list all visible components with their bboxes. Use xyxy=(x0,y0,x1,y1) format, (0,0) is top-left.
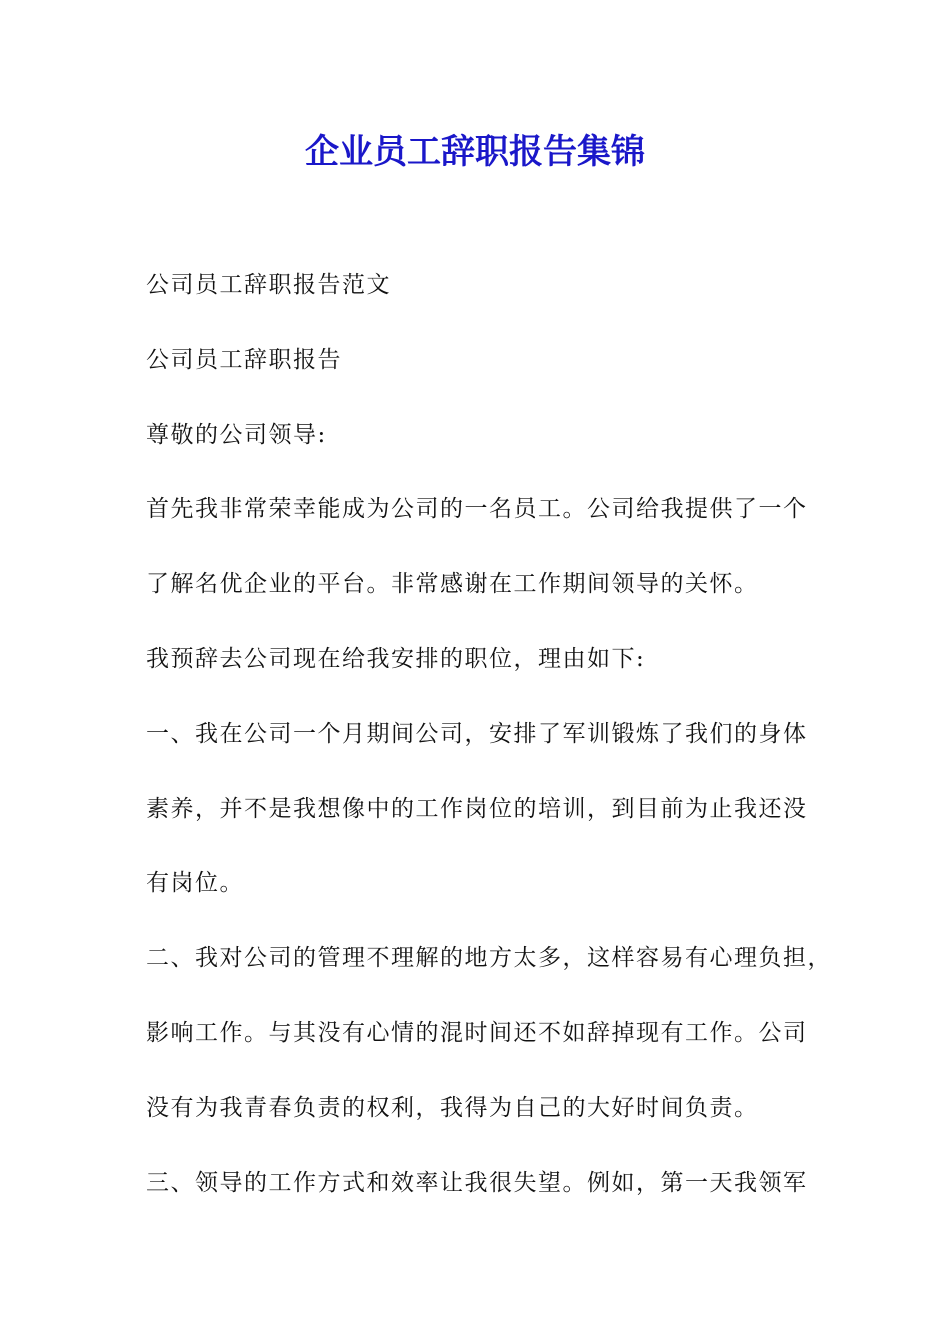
document-body xyxy=(146,262,832,1234)
text-line: 首先我非常荣幸能成为公司的一名员工。公司给我提供了一个 xyxy=(146,496,808,523)
text-line: 尊敬的公司领导: xyxy=(146,421,327,448)
text-line: 我预辞去公司现在给我安排的职位，理由如下: xyxy=(146,645,646,672)
text-line: 三、领导的工作方式和效率让我很失望。例如，第一天我领军 xyxy=(146,1169,808,1196)
text-line: 二、我对公司的管理不理解的地方太多，这样容易有心理负担， xyxy=(146,945,832,972)
text-line: 没有为我青春负责的权利，我得为自己的大好时间负责。 xyxy=(146,1094,759,1121)
text-line: 了解名优企业的平台。非常感谢在工作期间领导的关怀。 xyxy=(146,571,759,598)
text-line: 有岗位。 xyxy=(146,870,244,897)
text-line: 影响工作。与其没有心情的混时间还不如辞掉现有工作。公司 xyxy=(146,1019,808,1046)
text-line: 公司员工辞职报告范文 xyxy=(146,272,391,298)
document-title: 企业员工辞职报告集锦 xyxy=(305,132,645,172)
text-line: 一、我在公司一个月期间公司，安排了军训锻炼了我们的身体 xyxy=(146,720,808,747)
text-line: 素养，并不是我想像中的工作岗位的培训，到目前为止我还没 xyxy=(146,795,808,822)
text-line: 公司员工辞职报告 xyxy=(146,346,342,373)
